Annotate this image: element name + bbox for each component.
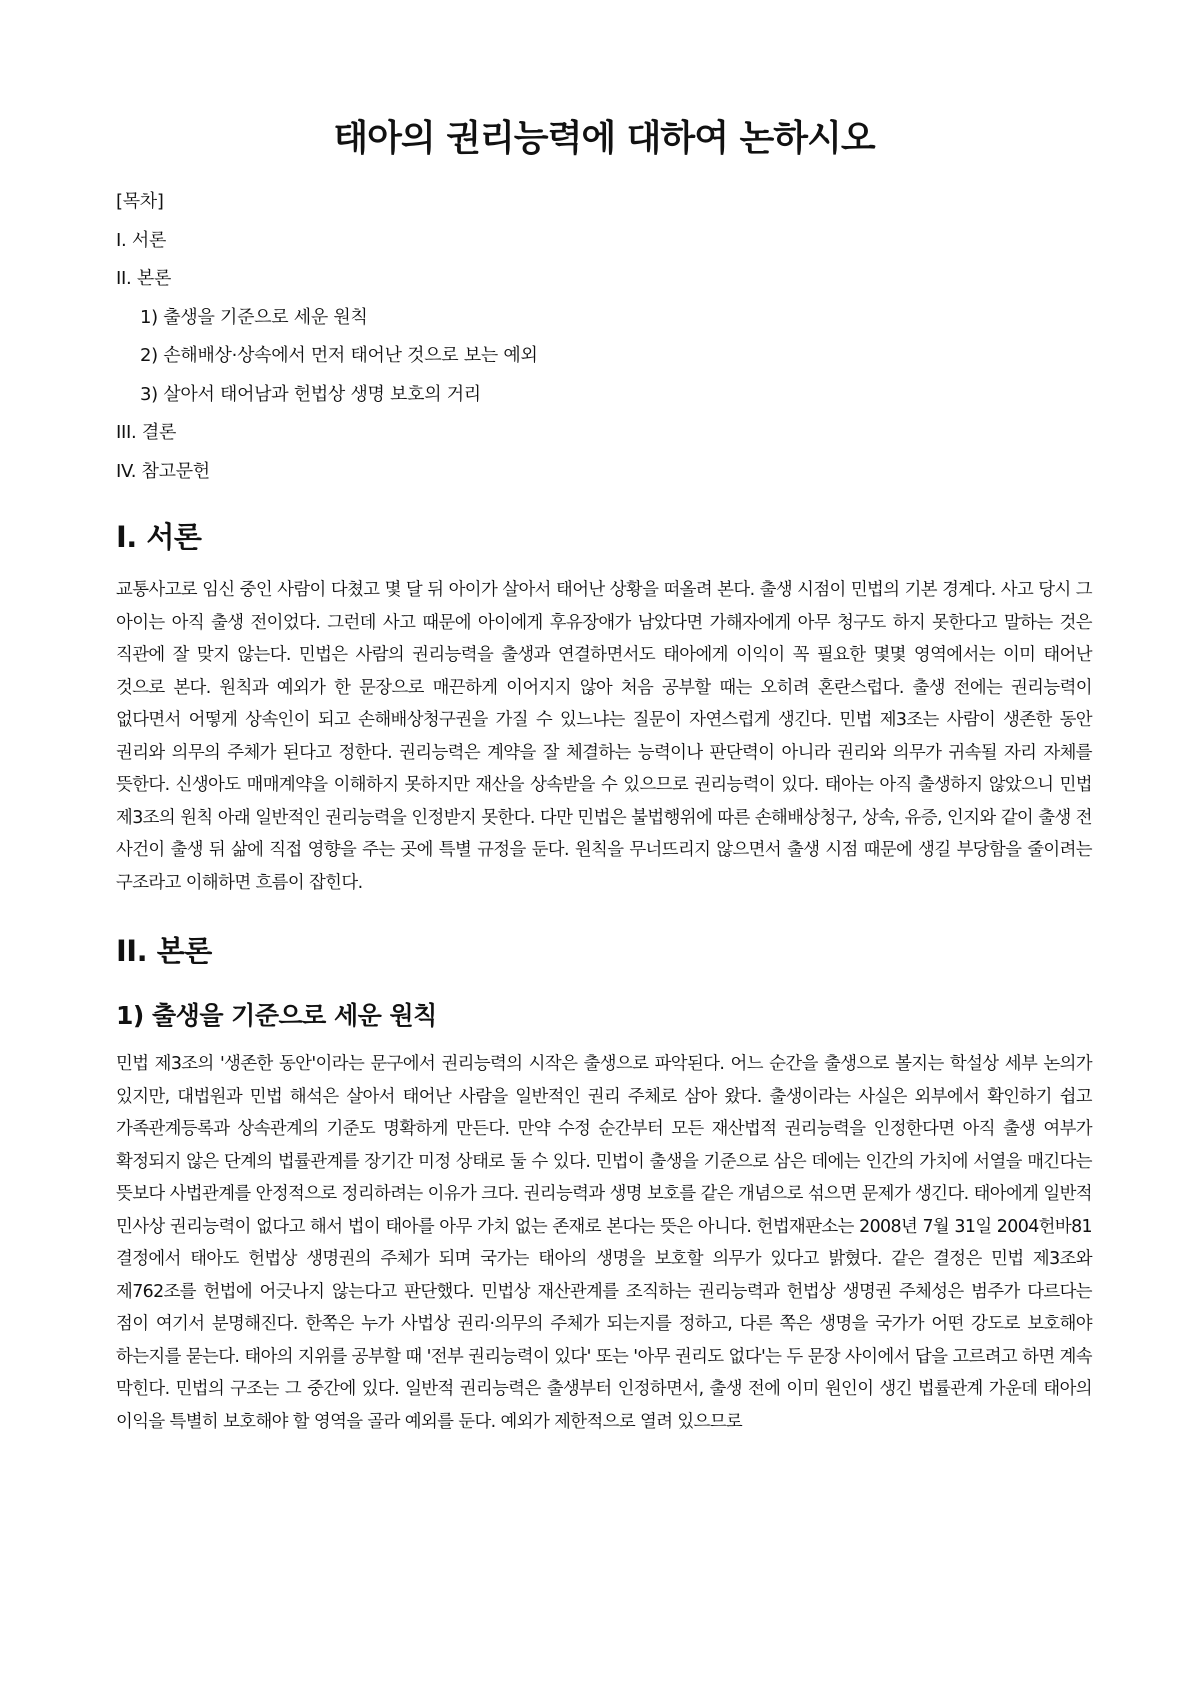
toc-item-conclusion: III. 결론 bbox=[116, 422, 177, 443]
section-introduction bbox=[116, 515, 1092, 899]
section-heading-body: II. 본론 bbox=[116, 934, 212, 968]
subsection-1-paragraph: 민법 제3조의 '생존한 동안'이라는 문구에서 권리능력의 시작은 출생으로 파악된다. 어느 순간을 출생으로 볼지는 학설상 세부 논의가 있지만, 대법원과 민법 해석은 살아서 태어난 사람을 일반적인 권리 주체로 삼아 왔다. 출생이라는 사실은 외부에서 확인하기 쉽고 가족관계등록과 상속관계의 기준도 명확하게 만든다. 만약 수정 순간부터 모든 재산법적 권리능력을 인정한다면 아직 출생 여부가 확정되지 않은 단계의 법률관계를 장기간 미정 상태로 둘 수 있다. 민법이 출생을 기준으로 삼은 데에는 인간의 가치에 서열을 매긴다는 뜻보다 사법관계를 안정적으로 정리하려는 이유가 크다. 권리능력과 생명 보호를 같은 개념으로 섞으면 문제가 생긴다. 태아에게 일반적 민사상 권리능력이 없다고 해서 법이 태아를 아무 가치 없는 존재로 본다는 뜻은 아니다. 헌법재판소는 2008년 7월 31일 2004헌바81 결정에서 태아도 헌법상 생명권의 주체가 되며 국가는 태아의 생명을 보호할 의무가 있다고 밝혔다. 같은 결정은 민법 제3조와 제762조를 헌법에 어긋나지 않는다고 판단했다. 민법상 재산관계를 조직하는 권리능력과 헌법상 생명권 주체성은 범주가 다르다는 점이 여기서 분명해진다. 한쪽은 누가 사법상 권리·의무의 주체가 되는지를 정하고, 다른 쪽은 생명을 국가가 어떤 강도로 보호해야 하는지를 묻는다. 태아의 지위를 공부할 때 '전부 권리능력이 있다' 또는 '아무 권리도 없다'는 두 문장 사이에서 답을 고르려고 하면 계속 막힌다. 민법의 구조는 그 중간에 있다. 일반적 권리능력은 출생부터 인정하면서, 출생 전에 이미 원인이 생긴 법률관계 가운데 태아의 이익을 특별히 보호해야 할 영역을 골라 예외를 둔다. 예외가 제한적으로 열려 있으므로 bbox=[116, 1054, 1092, 1432]
toc-item-body-2: 2) 손해배상·상속에서 먼저 태어난 것으로 보는 예외 bbox=[140, 345, 538, 366]
toc-item-intro: I. 서론 bbox=[116, 229, 167, 251]
toc-heading: [목차] bbox=[116, 191, 164, 212]
document-title: 태아의 권리능력에 대하여 논하시오 bbox=[333, 118, 875, 159]
toc-item-references: IV. 참고문헌 bbox=[116, 460, 210, 482]
section-body bbox=[116, 929, 1092, 1438]
toc-item-body-3: 3) 살아서 태어남과 헌법상 생명 보호의 거리 bbox=[140, 383, 481, 405]
table-of-contents bbox=[116, 183, 1092, 491]
section-heading-introduction: I. 서론 bbox=[116, 520, 202, 554]
introduction-paragraph: 교통사고로 임신 중인 사람이 다쳤고 몇 달 뒤 아이가 살아서 태어난 상황을 떠올려 본다. 출생 시점이 민법의 기본 경계다. 사고 당시 그 아이는 아직 출생 전이었다. 그런데 사고 때문에 아이에게 후유장애가 남았다면 가해자에게 아무 청구도 하지 못한다고 말하는 것은 직관에 잘 맞지 않는다. 민법은 사람의 권리능력을 출생과 연결하면서도 태아에게 이익이 꼭 필요한 몇몇 영역에서는 이미 태어난 것으로 본다. 원칙과 예외가 한 문장으로 매끈하게 이어지지 않아 처음 공부할 때는 오히려 혼란스럽다. 출생 전에는 권리능력이 없다면서 어떻게 상속인이 되고 손해배상청구권을 가질 수 있느냐는 질문이 자연스럽게 생긴다. 민법 제3조는 사람이 생존한 동안 권리와 의무의 주체가 된다고 정한다. 권리능력은 계약을 잘 체결하는 능력이나 판단력이 아니라 권리와 의무가 귀속될 자리 자체를 뜻한다. 신생아도 매매계약을 이해하지 못하지만 재산을 상속받을 수 있으므로 권리능력이 있다. 태아는 아직 출생하지 않았으니 민법 제3조의 원칙 아래 일반적인 권리능력을 인정받지 못한다. 다만 민법은 불법행위에 따른 손해배상청구, 상속, 유증, 인지와 같이 출생 전 사건이 출생 뒤 삶에 직접 영향을 주는 곳에 특별 규정을 둔다. 원칙을 무너뜨리지 않으면서 출생 시점 때문에 생길 부당함을 줄이려는 구조라고 이해하면 흐름이 잡힌다. bbox=[116, 580, 1092, 893]
subsection-heading-1: 1) 출생을 기준으로 세운 원칙 bbox=[116, 1001, 437, 1030]
toc-item-body: II. 본론 bbox=[116, 268, 172, 289]
toc-item-body-1: 1) 출생을 기준으로 세운 원칙 bbox=[140, 306, 368, 328]
